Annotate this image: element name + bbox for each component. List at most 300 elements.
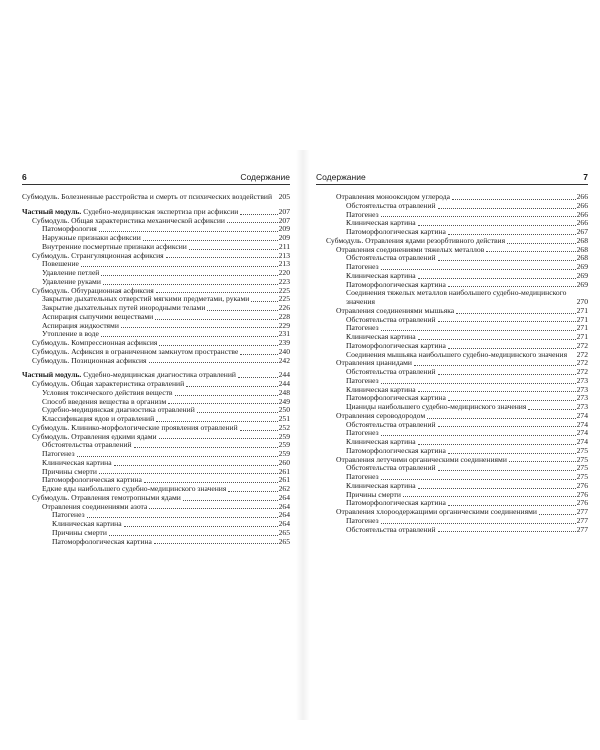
toc-entry-page: 273 — [576, 393, 588, 403]
toc-entry-page: 266 — [576, 209, 588, 219]
toc-entry — [22, 322, 290, 331]
toc-entry-text — [42, 415, 154, 424]
toc-entry-title: Патогенез — [52, 511, 85, 520]
toc-entry-title: Обстоятельства отравлений — [346, 254, 436, 263]
toc-entry-text — [42, 243, 187, 252]
dot-leader — [149, 361, 278, 363]
toc-entry-text — [346, 482, 416, 491]
toc-entry-module-label: Частный модуль. — [22, 371, 82, 380]
toc-entry-title: Отравления хлороодержащими органическими соединениями — [336, 508, 537, 516]
dot-leader — [134, 446, 278, 448]
toc-entry-page: 276 — [576, 489, 588, 499]
toc-entry-text — [32, 380, 184, 389]
toc-entry-title: Закрытие дыхательных отверстий мягкими предметами, руками — [42, 295, 250, 304]
toc-entry — [22, 193, 290, 202]
toc-entry-page: 268 — [576, 253, 588, 263]
toc-entry-page: 259 — [278, 449, 290, 458]
right-page-number: 7 — [583, 172, 588, 182]
toc-entry-page: 264 — [278, 501, 290, 511]
toc-entry-title: Наружные признаки асфиксии — [42, 234, 141, 242]
toc-entry — [22, 485, 290, 494]
toc-entry-title: Патоморфологическая картина — [346, 394, 446, 403]
toc-entry — [316, 316, 588, 325]
toc-entry-title: Клиническая картина — [346, 438, 416, 446]
dot-leader — [381, 522, 576, 524]
dot-leader — [381, 268, 576, 270]
toc-entry-page: 213 — [278, 259, 290, 269]
dot-leader — [109, 534, 278, 536]
toc-entry-text — [42, 234, 141, 243]
dot-leader — [438, 320, 576, 322]
toc-entry-title: Патогенез — [346, 473, 379, 481]
toc-entry-title: Субмодуль. Общая характеристика механической асфиксии — [32, 216, 225, 225]
toc-entry-page: 277 — [576, 524, 588, 534]
toc-entry-page: 207 — [278, 206, 290, 216]
toc-entry-page: 226 — [278, 303, 290, 312]
toc-entry-text — [346, 272, 416, 281]
toc-entry — [22, 208, 290, 217]
toc-entry-page: 244 — [278, 379, 290, 388]
toc-entry — [316, 333, 588, 342]
toc-entry-page: 261 — [278, 466, 290, 476]
toc-entry-title: Обстоятельства отравлений — [346, 315, 436, 324]
toc-entry-text — [22, 371, 236, 380]
dot-leader — [418, 224, 576, 226]
toc-entry-title: Патогенез — [346, 516, 379, 525]
toc-entry-text — [32, 348, 238, 357]
dot-leader — [124, 525, 278, 527]
toc-entry — [22, 538, 290, 547]
dot-leader — [381, 434, 576, 436]
toc-entry-text — [42, 295, 249, 304]
dot-leader — [77, 455, 278, 457]
toc-entry-text — [346, 473, 379, 482]
toc-entry-page: 269 — [576, 279, 588, 289]
toc-entry-text — [346, 377, 379, 386]
toc-entry-page: 272 — [576, 358, 588, 368]
toc-entry-page: 267 — [576, 227, 588, 236]
toc-entry-text — [42, 278, 101, 287]
toc-entry-page: 265 — [278, 527, 290, 537]
dot-leader — [155, 318, 277, 320]
dot-leader — [418, 277, 576, 279]
toc-entry-title: Обстоятельства отравлений — [346, 201, 436, 210]
toc-entry-title: Патогенез — [346, 429, 379, 438]
toc-entry-title: Патоморфологическая картина — [346, 228, 446, 236]
toc-entry — [22, 304, 290, 313]
toc-entry-text — [346, 228, 446, 237]
toc-entry — [22, 278, 290, 287]
toc-entry-text — [346, 350, 567, 359]
toc-entry-title: Субмодуль. Асфиксия в ограниченном замкнутом пространстве — [32, 347, 239, 356]
dot-leader — [438, 373, 576, 375]
toc-entry — [316, 263, 588, 272]
toc-entry — [316, 473, 588, 482]
toc-entry-title: Обстоятельства отравлений — [346, 368, 436, 376]
toc-entry-page: 275 — [576, 445, 588, 455]
dot-leader — [448, 285, 576, 287]
toc-entry-text — [346, 324, 379, 333]
toc-entry-text — [42, 322, 119, 331]
toc-entry-title: Соединения мышьяка наибольшего судебно-медицинского значения — [346, 349, 568, 359]
toc-entry-title: Отравления монооксидом углерода — [336, 193, 450, 201]
toc-entry-text — [346, 333, 416, 342]
toc-entry-text — [42, 398, 166, 407]
toc-entry-title: Внутренние посмертные признаки асфиксии — [42, 242, 187, 251]
dot-leader — [240, 353, 277, 355]
dot-leader — [101, 335, 278, 337]
toc-entry — [316, 482, 588, 491]
toc-entry-page: 239 — [278, 338, 290, 347]
toc-entry-title: Патоморфологическая картина — [42, 476, 142, 485]
toc-entry-page: 259 — [278, 431, 290, 441]
dot-leader — [427, 417, 575, 419]
toc-entry-text — [336, 412, 425, 421]
toc-entry-title: Клиническая картина — [346, 333, 416, 341]
toc-entry-title: Субмодуль. Странгуляционная асфиксия — [32, 251, 164, 260]
toc-entry-title: Субмодуль. Компрессионная асфиксия — [32, 339, 158, 347]
toc-entry-title: Причины смерти — [42, 467, 97, 476]
toc-entry-page: 268 — [576, 235, 588, 245]
toc-entry — [316, 421, 588, 430]
dot-leader — [240, 213, 277, 215]
toc-entry-page: 271 — [576, 323, 588, 333]
toc-entry — [316, 368, 588, 377]
toc-entry — [316, 394, 588, 403]
dot-leader — [99, 230, 278, 232]
dot-leader — [175, 394, 278, 396]
toc-entry-title: Субмодуль. Отравления едкими ядами — [32, 432, 157, 441]
dot-leader — [448, 347, 576, 349]
toc-entry — [22, 468, 290, 477]
dot-leader — [418, 338, 576, 340]
toc-entry-text — [346, 394, 446, 403]
toc-entry-title: Субмодуль. Клинико-морфологические проявления отравлений — [32, 423, 238, 432]
toc-entry-text — [42, 441, 132, 450]
toc-entry-page: 275 — [576, 463, 588, 473]
toc-entry-text — [42, 468, 97, 477]
toc-entry — [316, 377, 588, 386]
toc-entry-title: Отравления цианидами — [336, 359, 412, 368]
toc-entry-page: 249 — [278, 396, 290, 406]
toc-entry — [22, 406, 290, 415]
toc-entry-page: 207 — [278, 215, 290, 225]
toc-entry-title: Условия токсического действия веществ — [42, 388, 173, 397]
dot-leader — [238, 376, 278, 378]
right-running-head — [316, 170, 588, 185]
toc-entry-page: 273 — [576, 375, 588, 385]
toc-entry-text — [346, 316, 436, 325]
toc-entry-title: Патоморфологическая картина — [346, 499, 446, 508]
toc-entry-title: Патогенез — [42, 450, 75, 458]
toc-entry-page: 276 — [576, 498, 588, 508]
dot-leader — [528, 408, 575, 410]
dot-leader — [403, 495, 576, 497]
dot-leader — [183, 499, 278, 501]
toc-entry — [316, 359, 588, 368]
toc-entry — [316, 289, 588, 307]
toc-entry-title: Патоморфологическая картина — [52, 537, 152, 546]
toc-entry — [22, 313, 290, 322]
toc-entry-text — [346, 211, 379, 220]
toc-entry-title: Патоморфологическая картина — [346, 341, 446, 350]
dot-leader — [414, 364, 576, 366]
toc-entry — [316, 246, 588, 255]
toc-entry-title: Соединения тяжелых металлов наибольшего судебно-медицинского значения — [346, 288, 567, 306]
toc-entry-page: 265 — [278, 536, 290, 546]
toc-entry-page: 271 — [576, 305, 588, 315]
toc-entry-title: Патогенез — [346, 210, 379, 219]
dot-leader — [438, 259, 576, 261]
dot-leader — [438, 530, 576, 532]
dot-leader — [418, 443, 576, 445]
dot-leader — [114, 464, 278, 466]
dot-leader — [159, 437, 278, 439]
toc-entry — [22, 415, 290, 424]
dot-leader — [448, 233, 576, 235]
toc-entry-page: 205 — [278, 192, 290, 201]
toc-entry-text — [32, 217, 225, 226]
toc-entry-page: 274 — [576, 428, 588, 438]
toc-entry-text — [42, 450, 75, 459]
toc-entry-page: 277 — [576, 515, 588, 525]
dot-leader — [448, 504, 576, 506]
toc-entry-text: Субмодуль. Болезненные расстройства и смерть от психических воздействий — [22, 192, 273, 201]
toc-entry-page: 231 — [278, 329, 290, 339]
dot-leader — [156, 420, 277, 422]
dot-leader — [381, 215, 576, 217]
toc-entry-title: Утопление в воде — [42, 330, 99, 339]
toc-entry — [22, 357, 290, 366]
right-running-title: Содержание — [316, 172, 366, 182]
toc-entry — [22, 380, 290, 389]
toc-entry-page: 273 — [576, 384, 588, 394]
toc-entry-title: Закрытие дыхательных путей инородными телами — [42, 304, 206, 312]
toc-entry-title: Патоморфологическая картина — [346, 280, 446, 289]
toc-entry-page: 211 — [278, 241, 290, 251]
toc-entry-page: 242 — [278, 355, 290, 365]
left-section-asphyxia — [22, 208, 290, 366]
toc-entry — [22, 252, 290, 261]
toc-entry-page: 274 — [576, 437, 588, 446]
toc-entry — [22, 348, 290, 357]
toc-entry — [22, 269, 290, 278]
toc-entry-title: Причины смерти — [346, 490, 401, 499]
toc-entry — [22, 433, 290, 442]
toc-entry — [22, 287, 290, 296]
toc-entry-page: 264 — [278, 510, 290, 520]
toc-entry-page: 220 — [278, 268, 290, 277]
toc-entry — [316, 456, 588, 465]
toc-entry-text — [336, 307, 454, 316]
toc-entry — [316, 526, 588, 535]
toc-entry-title: Субмодуль. Общая характеристика отравлений — [32, 380, 185, 388]
dot-leader — [240, 429, 278, 431]
toc-entry-title: Аспирация сыпучими веществами — [42, 312, 154, 321]
toc-entry — [316, 429, 588, 438]
toc-entry — [316, 447, 588, 456]
toc-entry-text — [42, 503, 147, 512]
left-toc — [22, 193, 290, 546]
dot-leader — [438, 425, 576, 427]
toc-entry-text — [32, 252, 164, 261]
toc-entry-page: 272 — [576, 340, 588, 350]
toc-entry-title: Способ введения вещества в организм — [42, 397, 167, 406]
toc-entry-title: Отравления соединениями тяжелых металлов — [336, 245, 485, 254]
toc-entry — [316, 211, 588, 220]
toc-entry-title: Клиническая картина — [346, 385, 416, 394]
toc-entry-text — [32, 494, 181, 503]
toc-entry-text — [42, 225, 97, 234]
toc-entry-page: 244 — [278, 370, 290, 380]
toc-entry-text — [346, 429, 379, 438]
toc-entry-title: Клиническая картина — [346, 481, 416, 490]
toc-entry — [22, 503, 290, 512]
toc-entry-page: 260 — [278, 457, 290, 467]
toc-entry-text — [336, 246, 484, 255]
toc-entry-text — [346, 464, 436, 473]
toc-entry-text — [42, 313, 153, 322]
toc-entry — [316, 351, 588, 360]
dot-leader — [228, 490, 277, 492]
toc-entry — [316, 307, 588, 316]
toc-entry — [22, 529, 290, 538]
toc-entry-title: Отравления летучими органическими соединениями — [336, 455, 507, 464]
dot-leader — [168, 402, 277, 404]
toc-entry — [316, 499, 588, 508]
dot-leader — [418, 390, 576, 392]
dot-leader — [381, 329, 576, 331]
dot-leader — [159, 344, 277, 346]
toc-entry-title: Повешение — [42, 260, 79, 269]
toc-entry-text — [52, 529, 107, 538]
toc-entry-title: Классификация ядов и отравлений — [42, 415, 155, 423]
dot-leader — [99, 472, 278, 474]
toc-entry — [316, 491, 588, 500]
dot-leader — [539, 513, 576, 515]
toc-entry — [22, 389, 290, 398]
toc-entry — [22, 424, 290, 433]
toc-entry-title: Патоморфологическая картина — [346, 446, 446, 455]
left-page-number: 6 — [22, 172, 27, 182]
dot-leader — [507, 242, 576, 244]
toc-entry-title: Удавление петлей — [42, 269, 100, 277]
toc-entry-title: Едкие яды наибольшего судебно-медицинского значения — [42, 485, 227, 493]
toc-entry-text — [346, 403, 526, 412]
toc-entry-title: Субмодуль. Позиционная асфиксия — [32, 356, 147, 365]
toc-entry-page: 270 — [576, 297, 588, 306]
toc-entry — [22, 459, 290, 468]
toc-entry — [316, 403, 588, 412]
toc-entry-title: Судебно-медицинская диагностика отравлений — [42, 406, 195, 415]
toc-entry-title: Обстоятельства отравлений — [42, 441, 132, 450]
dot-leader — [381, 478, 576, 480]
toc-entry-page: 266 — [576, 218, 588, 228]
toc-entry-page: 275 — [576, 472, 588, 481]
dot-leader — [154, 542, 278, 544]
toc-entry — [22, 476, 290, 485]
toc-entry — [22, 295, 290, 304]
toc-entry-text — [52, 511, 85, 520]
toc-entry-page: 271 — [576, 332, 588, 341]
toc-entry-page: 271 — [576, 314, 588, 324]
toc-entry-title: Обстоятельства отравлений — [346, 525, 436, 534]
toc-entry-page: 209 — [278, 224, 290, 234]
toc-entry-page: 273 — [576, 402, 588, 411]
toc-entry-text — [42, 485, 226, 494]
toc-entry-title: Патогенез — [346, 324, 379, 333]
toc-entry-page: 276 — [576, 480, 588, 490]
toc-entry — [316, 254, 588, 263]
dot-leader — [251, 300, 277, 302]
dot-leader — [101, 274, 277, 276]
toc-entry-text — [336, 359, 412, 368]
toc-entry — [22, 217, 290, 226]
toc-entry-title: Клиническая картина — [42, 458, 112, 467]
toc-entry-text — [346, 202, 436, 211]
toc-entry-text — [42, 260, 79, 269]
toc-entry — [22, 243, 290, 252]
toc-entry-title: Причины смерти — [52, 528, 107, 537]
dot-leader — [156, 291, 278, 293]
toc-entry-title: Субмодуль. Обтурационная асфиксия — [32, 286, 154, 295]
right-page — [316, 170, 588, 534]
toc-entry — [22, 398, 290, 407]
toc-entry-title: Клиническая картина — [346, 271, 416, 280]
toc-entry — [316, 438, 588, 447]
toc-entry — [22, 330, 290, 339]
dot-leader — [486, 250, 575, 252]
toc-entry-page: 223 — [278, 276, 290, 286]
toc-entry-text — [32, 424, 238, 433]
toc-entry — [316, 193, 588, 202]
dot-leader — [452, 198, 576, 200]
dot-leader — [227, 221, 278, 223]
toc-entry-page: 259 — [278, 440, 290, 450]
toc-entry-page: 277 — [576, 507, 588, 516]
dot-leader — [381, 382, 576, 384]
toc-entry-text — [346, 526, 436, 535]
dot-leader — [418, 487, 576, 489]
toc-entry — [22, 234, 290, 243]
toc-entry-text — [22, 208, 238, 217]
toc-entry — [316, 386, 588, 395]
toc-entry-title: Удавление руками — [42, 277, 101, 286]
toc-entry-title: Клиническая картина — [52, 520, 122, 528]
dot-leader — [144, 481, 278, 483]
toc-entry-page: 225 — [278, 294, 290, 304]
toc-entry-title: Патогенез — [346, 376, 379, 385]
toc-entry-text — [346, 254, 436, 263]
dot-leader — [448, 399, 576, 401]
toc-entry-page: 268 — [576, 244, 588, 254]
toc-entry-page: 272 — [576, 367, 588, 376]
toc-entry-text — [42, 459, 112, 468]
dot-leader — [456, 312, 575, 314]
toc-entry-text — [346, 421, 436, 430]
toc-entry-page: 228 — [278, 311, 290, 321]
toc-entry-title: Отравления соединениями мышьяка — [336, 306, 455, 315]
toc-entry-text — [32, 433, 157, 442]
toc-entry — [22, 494, 290, 503]
toc-entry-text — [32, 287, 154, 296]
toc-entry — [22, 225, 290, 234]
dot-leader — [81, 265, 278, 267]
toc-entry — [22, 339, 290, 348]
toc-entry-text — [346, 438, 416, 447]
toc-entry-title: Судебно-медицинская диагностика отравлений — [83, 371, 236, 380]
toc-entry-page: 275 — [576, 454, 588, 464]
